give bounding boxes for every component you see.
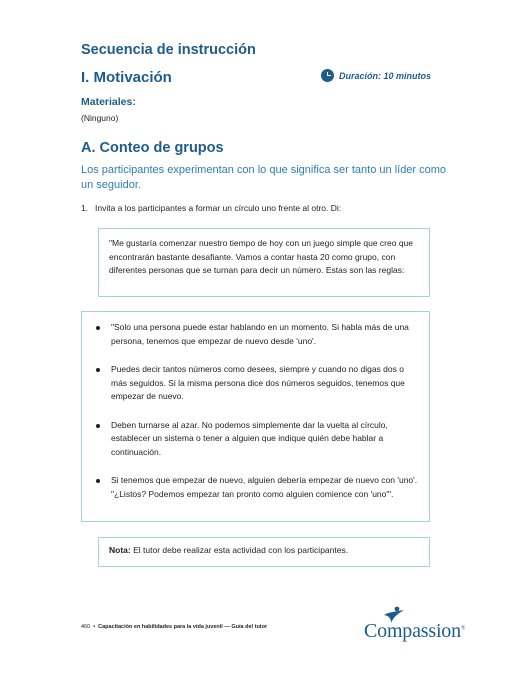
page-footer — [81, 624, 267, 630]
quote-text: "Me gustaría comenzar nuestro tiempo de hoy con un juego simple que creo que encontrarán bastante desafiante. Vamos a contar hasta 20 como grupo, con diferentes personas que se turnan para decir un número. Estas son las reglas: — [109, 238, 413, 275]
page-number: 460 — [81, 624, 91, 630]
materials-heading: Materiales: — [81, 96, 136, 108]
rule-item: Deben turnarse al azar. No podemos simplemente dar la vuelta al círculo, establecer un sistema o tener a alguien que indique quién debe hablar a continuación. — [94, 419, 419, 460]
rule-item: Puedes decir tantos números como desees, siempre y cuando no digas dos o más seguidos. Si la misma persona dice dos números seguidos, tenemos que empezar de nuevo. — [94, 363, 419, 404]
duration-text: Duración: 10 minutos — [339, 70, 432, 81]
clock-icon — [321, 69, 334, 82]
compassion-logo — [364, 606, 464, 646]
note-text: El tutor debe realizar esta actividad con los participantes. — [130, 545, 349, 555]
materials-value: (Ninguno) — [81, 113, 119, 123]
bullet-icon — [96, 368, 100, 372]
bullet-icon — [96, 479, 100, 483]
rule-item: "Solo una persona puede estar hablando en un momento. Si habla más de una persona, tenemos que empezar de nuevo desde 'uno'. — [94, 321, 419, 348]
activity-subtitle: Los participantes experimentan con lo que significa ser tanto un líder como un seguidor. — [81, 164, 447, 191]
activity-title: A. Conteo de grupos — [81, 140, 224, 156]
rules-box — [81, 311, 430, 522]
duration-indicator — [321, 69, 431, 82]
footer-separator: • — [93, 624, 96, 630]
step-text: Invita a los participantes a formar un círculo uno frente al otro. Di: — [95, 203, 342, 213]
instruction-step — [81, 203, 341, 213]
section-heading: Secuencia de instrucción — [81, 42, 256, 58]
note-label: Nota: — [109, 545, 131, 555]
note-box — [98, 537, 430, 567]
part-heading: I. Motivación — [81, 69, 172, 86]
step-number: 1. — [81, 203, 89, 213]
rule-item: Si tenemos que empezar de nuevo, alguien debería empezar de nuevo con 'uno'. "¿Listos? Podemos empezar tan pronto como alguien comience con 'uno'". — [94, 474, 419, 501]
bullet-icon — [96, 326, 100, 330]
footer-title: Capacitación en habilidades para la vida juvenil — Guía del tutor — [98, 624, 268, 630]
quote-box — [98, 228, 430, 297]
logo-text: Compassion® — [364, 620, 466, 642]
rules-list — [94, 321, 419, 501]
bullet-icon — [96, 424, 100, 428]
